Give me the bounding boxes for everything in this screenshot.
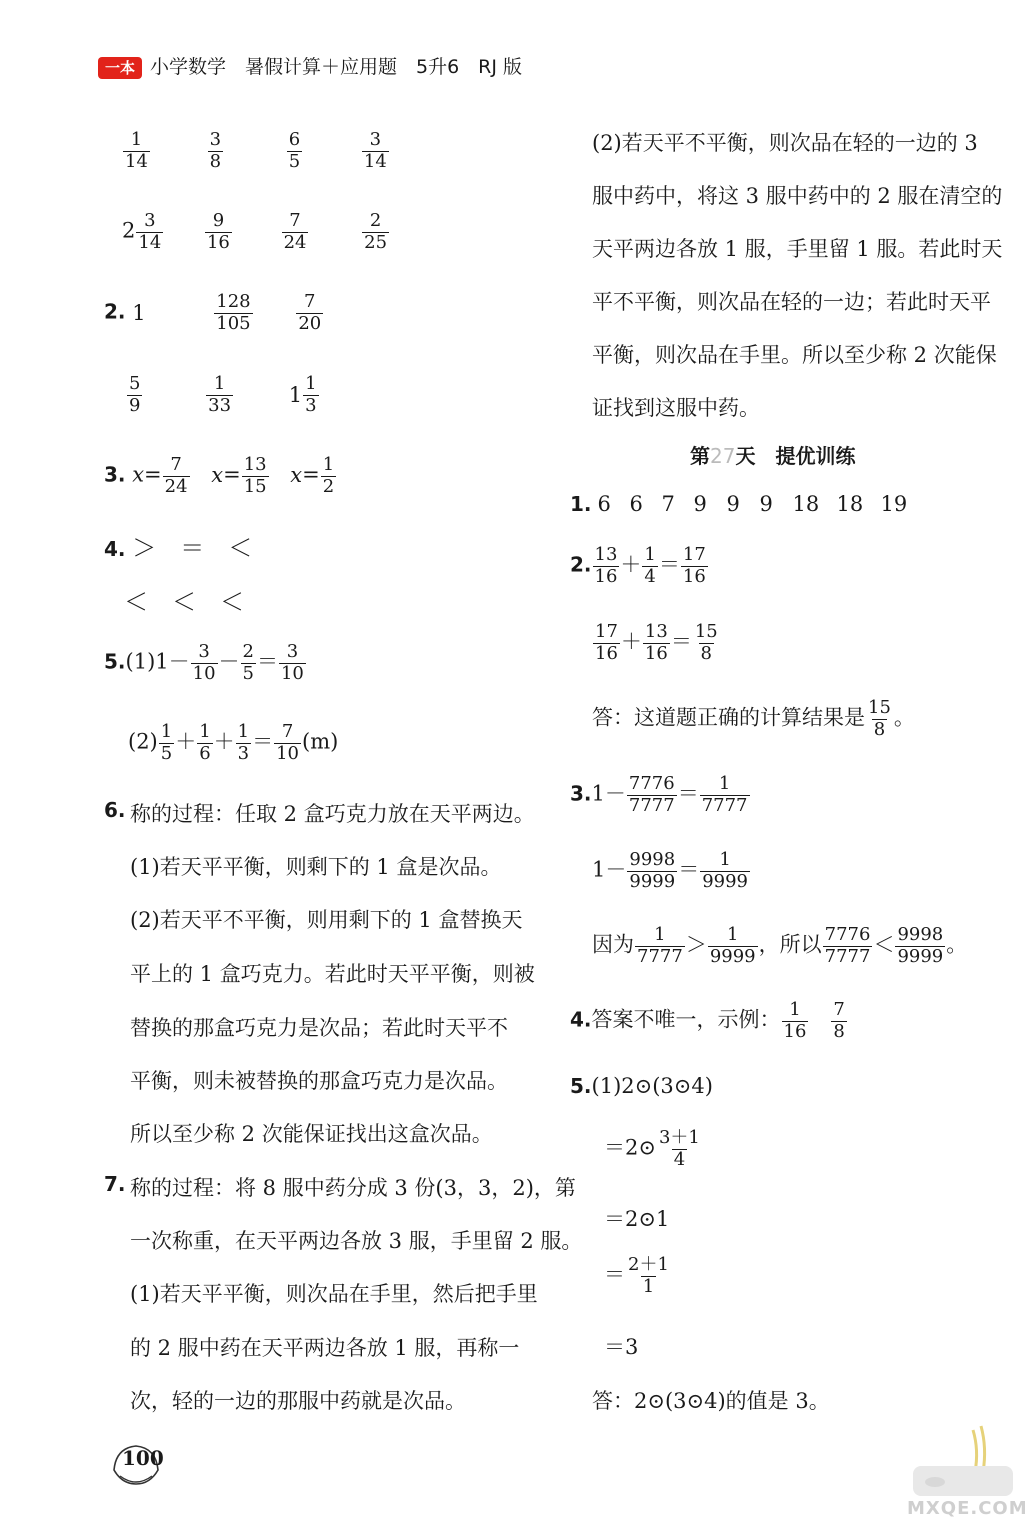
- denominator: 4: [673, 1148, 686, 1170]
- numerator: 13: [644, 621, 668, 642]
- fraction: [242, 455, 269, 497]
- text-line: 次，轻的一边的那服中药就是次品。: [130, 1389, 466, 1413]
- operator: ＜: [873, 932, 895, 957]
- denominator: 8: [209, 150, 222, 172]
- denominator: 16: [783, 1020, 807, 1042]
- numerator: 1: [654, 924, 666, 945]
- question-number: 1.: [570, 492, 592, 516]
- fraction: [296, 292, 323, 334]
- r-q3-line1: [570, 774, 751, 816]
- denominator: 10: [192, 662, 216, 684]
- question-number: 2.: [570, 552, 592, 577]
- text-line: (1)若天平平衡，则剩下的 1 盒是次品。: [130, 855, 502, 879]
- fraction: [643, 622, 670, 664]
- question-number: 3.: [570, 781, 592, 806]
- watermark-text: MXQE.COM: [907, 1498, 1028, 1519]
- fraction: [274, 722, 301, 764]
- answer-text: 答：2⊙(3⊙4)的值是 3。: [592, 1389, 830, 1413]
- numerator: 6: [288, 129, 301, 150]
- fraction: [208, 130, 223, 172]
- fraction: [831, 1000, 846, 1042]
- denominator: 1: [642, 1275, 655, 1297]
- section-title: [690, 440, 855, 469]
- r-q2-answer: [592, 698, 915, 740]
- answer-value: 6: [597, 492, 611, 516]
- answer-value: 9: [693, 492, 707, 516]
- operator: ＋: [175, 729, 197, 754]
- text-line: 替换的那盒巧克力是次品；若此时天平不: [130, 1016, 508, 1040]
- fraction: [657, 1128, 702, 1170]
- variable: x: [211, 462, 224, 487]
- answer-value: 9: [759, 492, 773, 516]
- denominator: 16: [594, 565, 618, 587]
- denominator: 24: [164, 475, 188, 497]
- numerator: 1: [719, 849, 731, 870]
- numerator: 17: [682, 544, 706, 565]
- header-title: 小学数学 暑假计算＋应用题 5升6 RJ 版: [150, 56, 523, 78]
- text-line: 称的过程：任取 2 盒巧克力放在天平两边。: [130, 802, 535, 826]
- denominator: 10: [280, 662, 304, 684]
- numerator: 7: [281, 721, 294, 742]
- numerator: 9998: [897, 924, 944, 945]
- fraction: [241, 642, 256, 684]
- brand-logo: 一本: [98, 57, 142, 79]
- text-line: 平衡，则未被替换的那盒巧克力是次品。: [130, 1069, 508, 1093]
- expression-text: ，所以: [758, 932, 822, 957]
- numerator: 7: [833, 999, 845, 1020]
- answer-value: 1: [132, 301, 146, 326]
- operator: ＝: [252, 729, 274, 754]
- r-q4-line: [570, 1000, 848, 1042]
- expression-text: ＝: [604, 1262, 625, 1287]
- denominator: 16: [595, 642, 618, 664]
- expression-text: ＝3: [604, 1335, 639, 1359]
- numerator: 1: [213, 373, 226, 394]
- fraction: [205, 211, 232, 253]
- operator: ＝: [678, 857, 700, 882]
- numerator: 128: [216, 291, 251, 312]
- fraction: [708, 925, 758, 967]
- fraction: [593, 622, 620, 664]
- numerator: 3: [144, 210, 156, 231]
- question-number: 3.: [104, 462, 126, 487]
- numerator: 1: [305, 373, 317, 394]
- denominator: 8: [873, 718, 886, 740]
- fraction: [681, 545, 708, 587]
- fraction: [627, 850, 677, 892]
- q3-line: [104, 455, 337, 497]
- fraction: [362, 130, 389, 172]
- fraction: [362, 211, 389, 253]
- expression-text: (1)2⊙(3⊙4): [591, 1074, 713, 1098]
- denominator: 6: [199, 742, 211, 764]
- expression-text: 因为: [592, 932, 634, 957]
- comparison-symbols: ＞ ＝ ＜: [132, 534, 253, 562]
- question-number: 5.: [570, 1074, 592, 1098]
- denominator: 9999: [709, 945, 756, 967]
- denominator: 7777: [701, 794, 748, 816]
- text-line: 服中药中，将这 3 服中药中的 2 服在清空的: [592, 184, 1003, 208]
- operator: ＝: [658, 552, 680, 577]
- numerator: 1: [644, 544, 656, 565]
- numerator: 1: [160, 721, 173, 742]
- denominator: 15: [243, 475, 267, 497]
- numerator: 13: [243, 454, 267, 475]
- denominator: 9999: [629, 870, 676, 892]
- operator: ＝: [256, 649, 278, 674]
- variable: x: [132, 462, 145, 487]
- section-title-suffix: 天 提优训练: [735, 444, 856, 468]
- fraction: [627, 774, 677, 816]
- denominator: 24: [283, 231, 307, 253]
- numerator: 7776: [628, 773, 675, 794]
- text-line: 的 2 服中药在天平两边各放 1 服，再称一: [130, 1336, 520, 1360]
- question-number: 2.: [104, 299, 126, 324]
- denominator: 5: [160, 742, 173, 764]
- unit: (m): [302, 729, 339, 754]
- numerator: 17: [595, 621, 618, 642]
- expression-text: 1－: [592, 857, 627, 882]
- fraction: [214, 292, 252, 334]
- operator: ＞: [685, 932, 707, 957]
- fraction: [593, 545, 620, 587]
- denominator: 10: [276, 742, 300, 764]
- denominator: 3: [237, 742, 250, 764]
- r-q3-line3: [592, 925, 967, 967]
- denominator: 105: [216, 312, 251, 334]
- operator: ＋: [620, 629, 642, 654]
- expression-text: (1)1－: [125, 649, 190, 674]
- denominator: 20: [298, 312, 322, 334]
- denominator: 9999: [702, 870, 748, 892]
- denominator: 9: [129, 394, 141, 416]
- numerator: 9998: [629, 849, 676, 870]
- numerator: 3＋1: [658, 1127, 700, 1148]
- fraction: [197, 722, 212, 764]
- question-number: 4.: [570, 1007, 592, 1032]
- denominator: 8: [700, 642, 712, 664]
- numerator: 15: [868, 697, 891, 718]
- equals-sign: =: [223, 462, 241, 487]
- expression-text: 1－: [591, 781, 626, 806]
- denominator: 14: [363, 150, 387, 172]
- denominator: 9999: [897, 945, 944, 967]
- answer-value: 19: [880, 492, 908, 516]
- operator: －: [218, 649, 240, 674]
- numerator: 1: [322, 454, 335, 475]
- denominator: 14: [125, 150, 148, 172]
- q5-part2: [128, 722, 338, 764]
- fraction: [823, 925, 873, 967]
- r-q1-line: [570, 492, 907, 516]
- text-line: (1)若天平平衡，则次品在手里，然后把手里: [130, 1282, 538, 1306]
- denominator: 16: [644, 642, 668, 664]
- fraction: [700, 850, 750, 892]
- fraction: [321, 455, 336, 497]
- numerator: 1: [718, 773, 731, 794]
- question-number: 7.: [104, 1172, 126, 1196]
- expression-text: ＝2⊙1: [604, 1207, 670, 1231]
- fraction: [206, 374, 233, 416]
- numerator: 1: [726, 924, 739, 945]
- fraction: [693, 622, 720, 664]
- fraction: [123, 130, 150, 172]
- q2-row2: [126, 374, 320, 416]
- equals-sign: =: [302, 462, 320, 487]
- numerator: 13: [594, 544, 618, 565]
- answer-value: 18: [836, 492, 864, 516]
- q4-row2: [124, 582, 244, 617]
- fraction: [236, 722, 251, 764]
- denominator: 3: [305, 394, 317, 416]
- q5-part1: [104, 642, 307, 684]
- comparison-symbols: ＜ ＜ ＜: [124, 588, 244, 616]
- text-line: 平不平衡，则次品在轻的一边；若此时天平: [592, 290, 991, 314]
- operator: ＝: [670, 629, 692, 654]
- denominator: 2: [322, 475, 335, 497]
- text-line: 天平两边各放 1 服，手里留 1 服。若此时天: [592, 237, 1003, 261]
- numerator: 1: [130, 129, 143, 150]
- answer-value: 18: [792, 492, 820, 516]
- numerator: 7: [289, 210, 301, 231]
- expression-text: (2): [128, 729, 158, 754]
- numerator: 7776: [824, 924, 871, 945]
- page-number-badge: [110, 1440, 162, 1488]
- q1-row2: [122, 211, 390, 253]
- text-line: 所以至少称 2 次能保证找出这盒次品。: [130, 1122, 493, 1146]
- numerator: 1: [199, 721, 211, 742]
- section-title-prefix: 第: [690, 444, 710, 468]
- numerator: 9: [212, 210, 225, 231]
- numerator: 7: [170, 454, 182, 475]
- r-q3-line2: [592, 850, 751, 892]
- mixed-whole: 2: [122, 218, 136, 243]
- fraction: [642, 545, 657, 587]
- text-line: (2)若天平不平衡，则次品在轻的一边的 3: [592, 131, 978, 155]
- numerator: 3: [286, 641, 299, 662]
- numerator: 1: [237, 721, 250, 742]
- operator: ＋: [213, 729, 235, 754]
- operator: ＝: [677, 781, 699, 806]
- answer-value: 9: [726, 492, 740, 516]
- mixed-whole: 1: [288, 383, 303, 408]
- question-number: 5.: [104, 649, 126, 674]
- fraction: [635, 925, 685, 967]
- text-line: 平衡，则次品在手里。所以至少称 2 次能保: [592, 343, 997, 367]
- numerator: 1: [789, 999, 801, 1020]
- denominator: 33: [208, 394, 232, 416]
- fraction: [279, 642, 306, 684]
- text-line: 平上的 1 盒巧克力。若此时天平平衡，则被: [130, 962, 535, 986]
- text-line: (2)若天平不平衡，则用剩下的 1 盒替换天: [130, 908, 523, 932]
- fraction: [303, 374, 318, 416]
- fraction: [866, 698, 893, 740]
- equals-sign: =: [144, 462, 162, 487]
- fraction: [782, 1000, 809, 1042]
- r-q5-line2: [604, 1128, 703, 1170]
- q4-row1: [104, 528, 252, 563]
- denominator: 14: [138, 231, 162, 253]
- denominator: 25: [364, 231, 388, 253]
- numerator: 7: [304, 291, 316, 312]
- answer-text: 答案不唯一，示例：: [591, 1007, 781, 1032]
- variable: x: [290, 462, 303, 487]
- text-line: 称的过程：将 8 服中药分成 3 份(3，3，2)，第: [130, 1176, 576, 1200]
- fraction: [282, 211, 309, 253]
- r-q2-line1: [570, 545, 709, 587]
- answer-value: 7: [661, 492, 675, 516]
- numerator: 3: [209, 129, 222, 150]
- numerator: 2: [369, 210, 382, 231]
- denominator: 8: [833, 1020, 845, 1042]
- fraction: [287, 130, 302, 172]
- q2-row1: [104, 292, 324, 334]
- denominator: 7777: [628, 794, 675, 816]
- r-q5-line1: [570, 1074, 713, 1098]
- answer-value: 6: [629, 492, 643, 516]
- punctuation: 。: [946, 932, 968, 957]
- denominator: 7777: [637, 945, 683, 967]
- denominator: 16: [682, 565, 706, 587]
- denominator: 7777: [824, 945, 871, 967]
- q1-row1: [122, 130, 390, 172]
- punctuation: 。: [893, 705, 915, 730]
- denominator: 5: [288, 150, 301, 172]
- page-number: 100: [122, 1446, 164, 1470]
- text-line: 证找到这服中药。: [592, 396, 760, 420]
- fraction: [700, 774, 750, 816]
- fraction: [159, 722, 174, 764]
- answer-text: 答：这道题正确的计算结果是: [592, 705, 865, 730]
- numerator: 2＋1: [628, 1254, 669, 1275]
- numerator: 2: [242, 641, 254, 662]
- fraction: [127, 374, 142, 416]
- r-q2-line2: [592, 622, 721, 664]
- denominator: 5: [242, 662, 254, 684]
- fraction: [895, 925, 945, 967]
- fraction: [136, 211, 163, 253]
- numerator: 5: [129, 373, 141, 394]
- fraction: [626, 1255, 671, 1297]
- question-number: 4.: [104, 537, 126, 561]
- text-line: 一次称重，在天平两边各放 3 服，手里留 2 服。: [130, 1229, 583, 1253]
- denominator: 16: [206, 231, 230, 253]
- watermark-graphic-icon: [905, 1420, 1020, 1500]
- question-number: 6.: [104, 798, 126, 822]
- denominator: 4: [644, 565, 656, 587]
- watermark: [905, 1420, 1028, 1520]
- numerator: 3: [369, 129, 382, 150]
- numerator: 3: [198, 641, 210, 662]
- fraction: [191, 642, 218, 684]
- fraction: [163, 455, 190, 497]
- numerator: 15: [694, 621, 718, 642]
- day-number: 27: [710, 444, 736, 468]
- r-q5-line4: [604, 1255, 672, 1297]
- operator: ＋: [620, 552, 642, 577]
- expression-text: ＝2⊙: [604, 1135, 656, 1160]
